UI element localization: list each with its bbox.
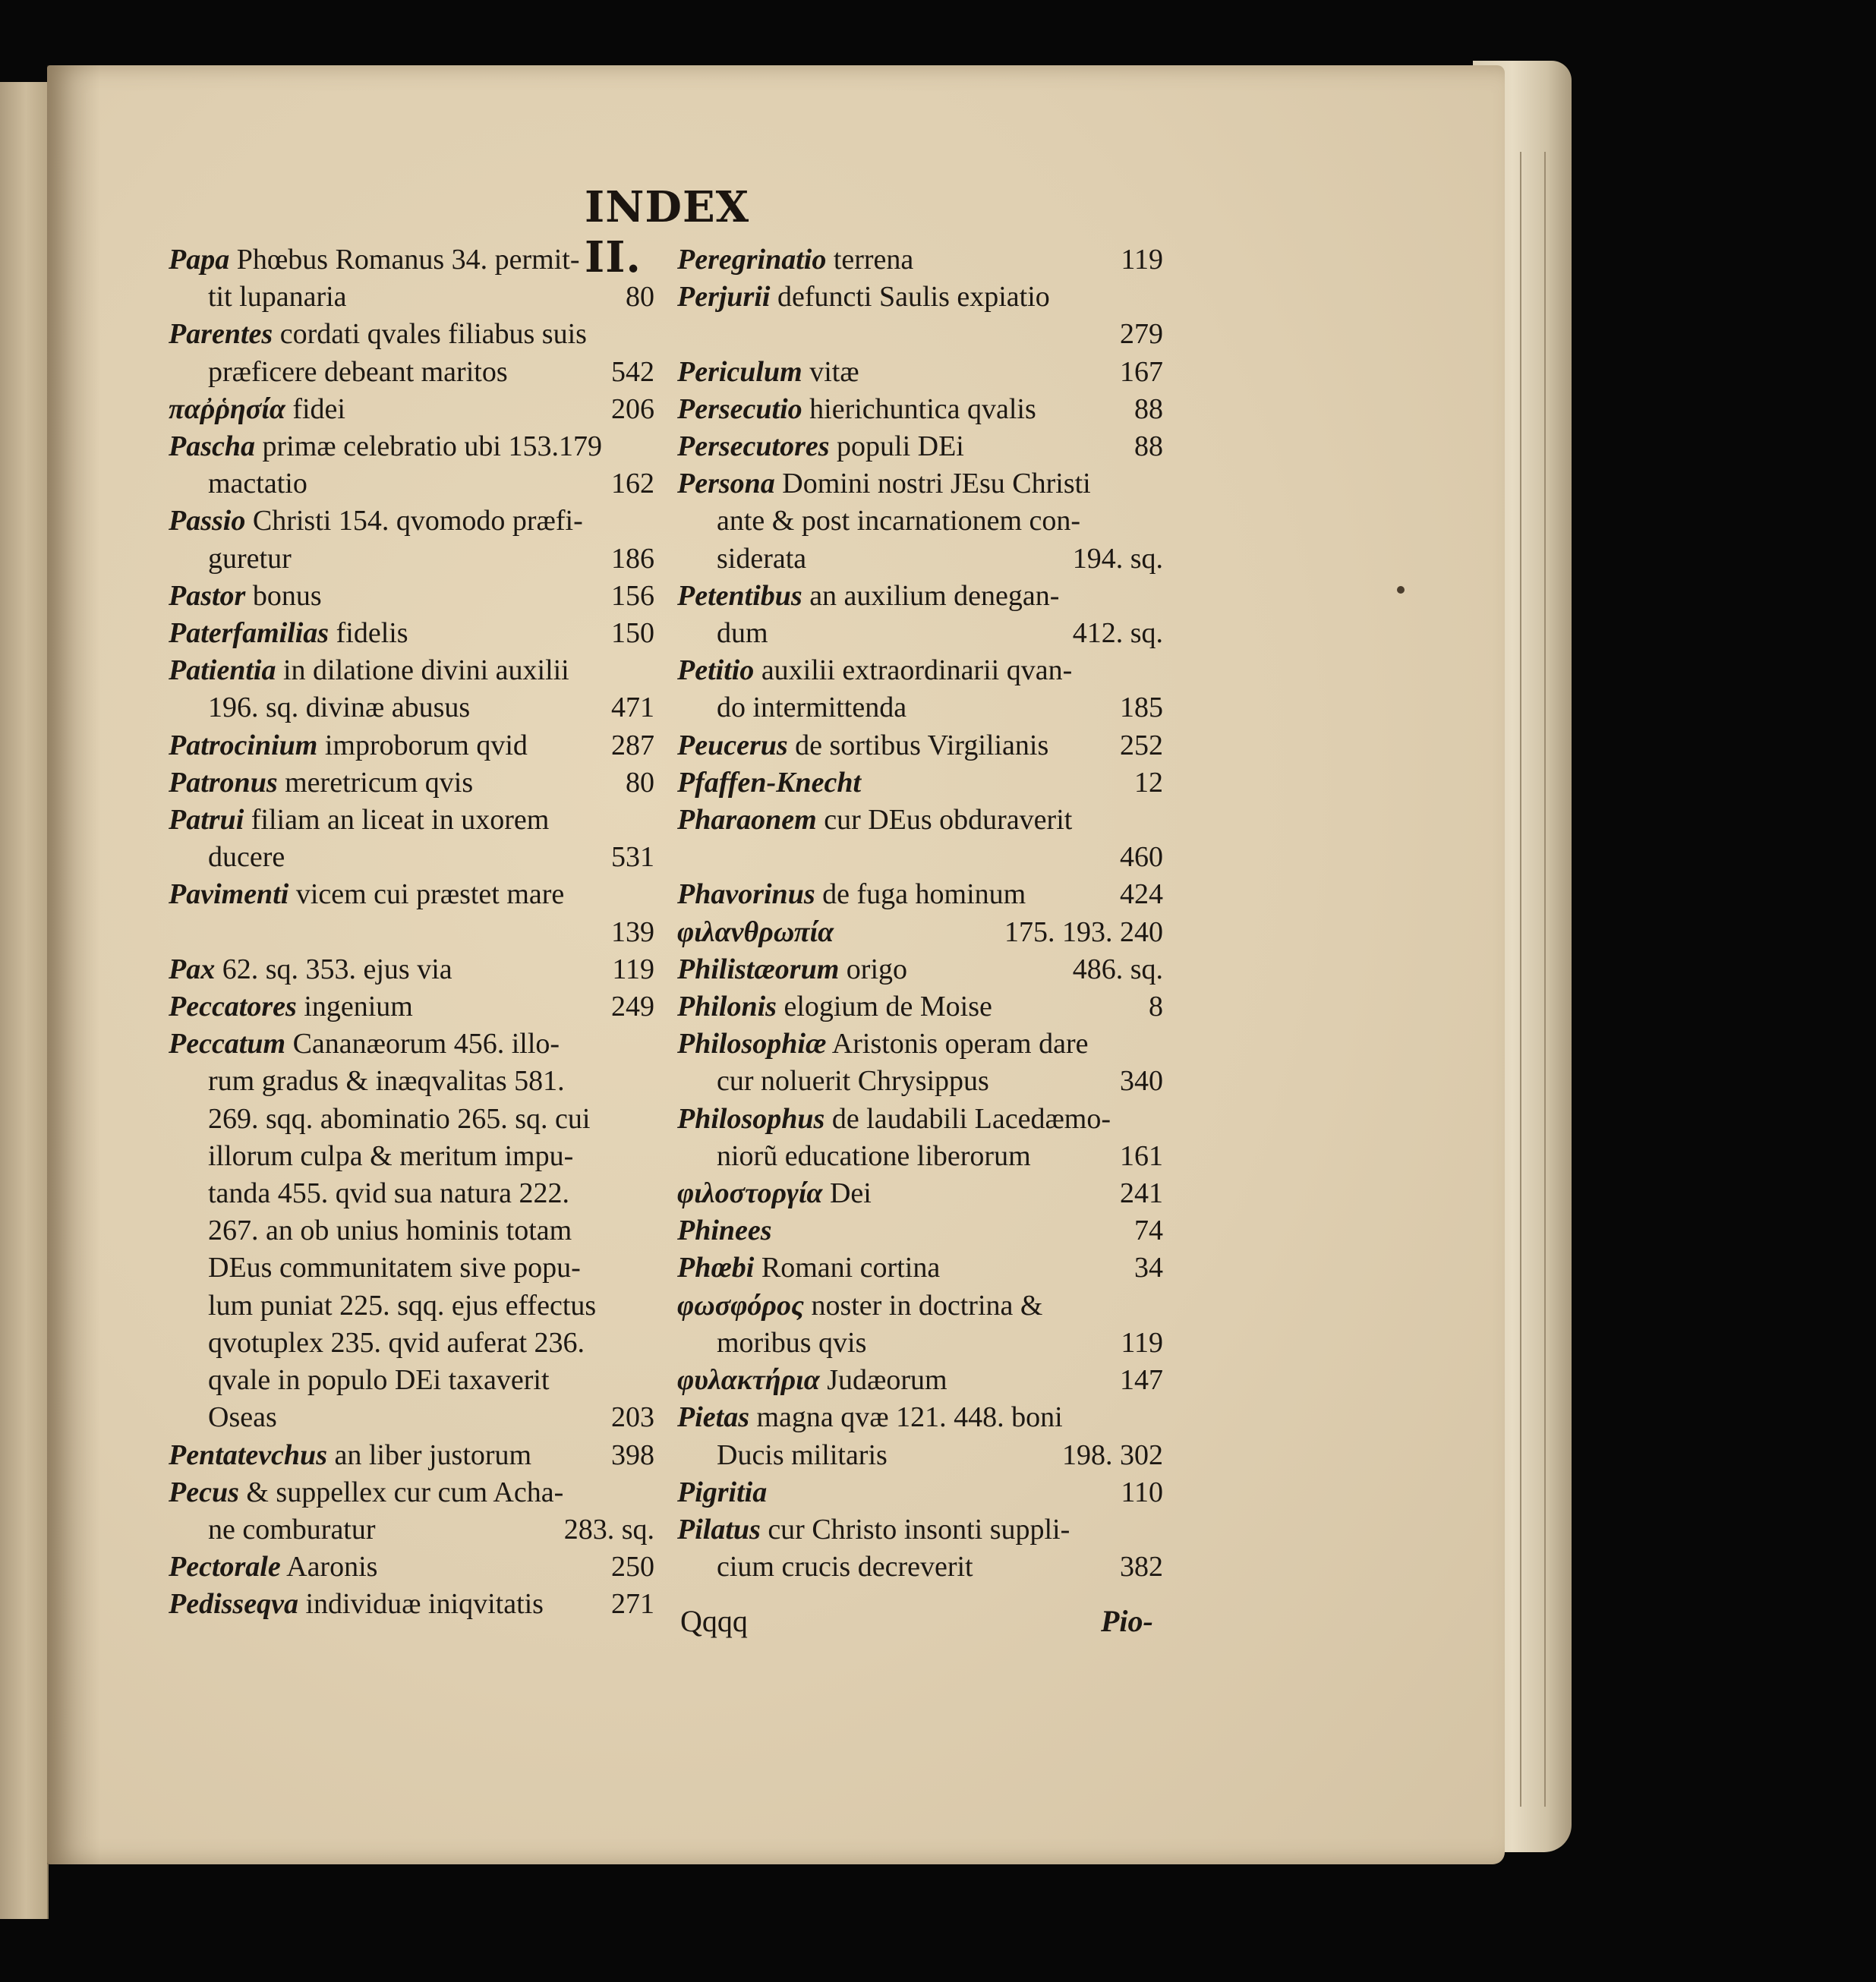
index-entry <box>169 1474 654 1511</box>
entry-text: an liber justorum <box>334 1438 532 1471</box>
index-entry <box>677 914 1163 951</box>
entry-text: Aaronis <box>286 1551 378 1583</box>
index-entry <box>677 503 1163 540</box>
entry-page-ref: 203 <box>611 1401 654 1434</box>
entry-text: cur noluerit Chrysippus <box>717 1065 989 1098</box>
entry-headword: Philistæorum <box>677 953 840 985</box>
entry-text: guretur <box>208 542 292 575</box>
index-entry <box>169 503 654 540</box>
entry-page-ref: 471 <box>611 692 654 724</box>
index-entry <box>677 764 1163 802</box>
entry-headword: Pfaffen-Knecht <box>677 766 862 799</box>
entry-page-ref: 194. sq. <box>1072 542 1163 575</box>
index-entry <box>169 615 654 652</box>
entry-headword: Petitio <box>677 654 755 687</box>
index-entry <box>169 988 654 1026</box>
index-entry <box>169 1138 654 1175</box>
entry-text: hierichuntica qvalis <box>809 392 1036 425</box>
entry-text: defuncti Saulis expiatio <box>777 281 1050 314</box>
index-entry <box>677 689 1163 726</box>
entry-text: Cananæorum 456. illo- <box>292 1028 560 1060</box>
entry-text: improborum qvid <box>324 729 528 761</box>
gutter-shadow <box>47 65 100 1864</box>
index-column-left <box>169 241 654 1624</box>
entry-page-ref: 8 <box>1149 991 1163 1023</box>
entry-text: 267. an ob unius hominis totam <box>208 1215 572 1247</box>
entry-text: de fuga hominum <box>822 878 1026 911</box>
entry-page-ref: 279 <box>1120 318 1163 351</box>
entry-text: Phœbus Romanus 34. permit- <box>236 244 580 276</box>
entry-page-ref: 412. sq. <box>1072 617 1163 650</box>
index-entry <box>169 241 654 279</box>
index-entry <box>169 689 654 726</box>
entry-text: filiam an liceat in uxorem <box>251 804 550 837</box>
entry-text: niorũ educatione liberorum <box>717 1139 1031 1172</box>
catchword: Pio- <box>1101 1604 1153 1638</box>
entry-text: moribus qvis <box>717 1326 867 1359</box>
index-entry <box>677 1212 1163 1249</box>
entry-text: cur Christo insonti suppli- <box>768 1513 1070 1546</box>
entry-text: 269. sqq. abominatio 265. sq. cui <box>208 1102 591 1135</box>
entry-text: cium crucis decreverit <box>717 1551 973 1583</box>
index-entry <box>677 615 1163 652</box>
entry-page-ref: 88 <box>1134 392 1163 425</box>
entry-page-ref: 147 <box>1120 1364 1163 1397</box>
index-entry <box>677 988 1163 1026</box>
entry-page-ref: 175. 193. 240 <box>1004 915 1163 948</box>
entry-text: vicem cui præstet mare <box>295 878 565 911</box>
entry-text: de laudabili Lacedæmo- <box>831 1102 1111 1135</box>
entry-text: qvotuplex 235. qvid auferat 236. <box>208 1326 585 1359</box>
entry-text: de sortibus Virgilianis <box>795 729 1049 761</box>
ink-speck <box>1397 586 1405 594</box>
entry-headword: Persecutores <box>677 430 830 463</box>
index-entry <box>677 652 1163 689</box>
index-entry <box>677 727 1163 764</box>
entry-page-ref: 542 <box>611 355 654 388</box>
index-entry <box>169 727 654 764</box>
entry-headword: Peccatum <box>169 1028 286 1060</box>
index-entry <box>169 1325 654 1362</box>
entry-headword: Peucerus <box>677 729 788 761</box>
entry-headword: φιλανθρωπία <box>677 915 834 948</box>
entry-text: ne comburatur <box>208 1513 376 1546</box>
entry-text: Christi 154. qvomodo præfi- <box>252 505 583 537</box>
running-head: INDEX II. <box>585 182 750 282</box>
entry-headword: Passio <box>169 505 246 537</box>
page-edge-line <box>1520 152 1521 1807</box>
entry-headword: Paterfamilias <box>169 617 329 650</box>
entry-headword: Phavorinus <box>677 878 815 911</box>
index-entry <box>677 1549 1163 1586</box>
entry-text: in dilatione divini auxilii <box>282 654 569 687</box>
entry-headword: Peregrinatio <box>677 244 827 276</box>
entry-headword: Pharaonem <box>677 804 817 837</box>
index-entry <box>169 652 654 689</box>
entry-headword: Persona <box>677 468 775 500</box>
index-entry <box>677 428 1163 465</box>
entry-page-ref: 119 <box>612 953 654 985</box>
entry-page-ref: 241 <box>1120 1177 1163 1210</box>
index-entry <box>677 839 1163 876</box>
entry-page-ref: 80 <box>626 281 654 314</box>
entry-page-ref: 382 <box>1120 1551 1163 1583</box>
entry-page-ref: 206 <box>611 392 654 425</box>
index-entry <box>677 1362 1163 1399</box>
index-entry <box>169 391 654 428</box>
entry-text: dum <box>717 617 768 650</box>
entry-headword: Peccatores <box>169 991 297 1023</box>
entry-headword: Persecutio <box>677 392 802 425</box>
index-entry <box>169 1175 654 1212</box>
entry-headword: Periculum <box>677 355 802 388</box>
entry-page-ref: 156 <box>611 579 654 612</box>
entry-headword: Petentibus <box>677 579 802 612</box>
entry-page-ref: 198. 302 <box>1062 1438 1163 1471</box>
entry-text: Judæorum <box>827 1364 947 1397</box>
index-entry <box>169 764 654 802</box>
entry-text: fidelis <box>336 617 408 650</box>
entry-text: qvale in populo DEi taxaverit <box>208 1364 550 1397</box>
signature-mark: Qqqq <box>680 1604 748 1638</box>
entry-text: rum gradus & inæqvalitas 581. <box>208 1065 565 1098</box>
entry-text: Romani cortina <box>761 1252 941 1284</box>
entry-page-ref: 531 <box>611 841 654 874</box>
index-column-right <box>677 241 1163 1586</box>
entry-text: cordati qvales filiabus suis <box>279 318 587 351</box>
entry-text: elogium de Moise <box>784 991 992 1023</box>
entry-text: Domini nostri JEsu Christi <box>782 468 1091 500</box>
entry-text: ingenium <box>304 991 413 1023</box>
entry-page-ref: 119 <box>1121 244 1163 276</box>
entry-text: auxilii extraordinarii qvan- <box>761 654 1073 687</box>
entry-text: DEus communitatem sive popu- <box>208 1252 581 1284</box>
index-entry <box>677 391 1163 428</box>
index-entry <box>677 354 1163 391</box>
entry-page-ref: 283. sq. <box>563 1513 654 1546</box>
index-entry <box>677 1325 1163 1362</box>
entry-page-ref: 287 <box>611 729 654 761</box>
entry-headword: φιλοστοργία <box>677 1177 823 1210</box>
entry-text: an auxilium denegan- <box>809 579 1060 612</box>
entry-text: fidei <box>292 392 345 425</box>
entry-page-ref: 150 <box>611 617 654 650</box>
entry-text: magna qvæ 121. 448. boni <box>756 1401 1063 1434</box>
index-entry <box>169 279 654 316</box>
entry-page-ref: 80 <box>626 766 654 799</box>
entry-headword: Perjurii <box>677 281 771 314</box>
index-entry <box>677 1175 1163 1212</box>
entry-page-ref: 12 <box>1134 766 1163 799</box>
entry-page-ref: 486. sq. <box>1072 953 1163 985</box>
index-entry <box>677 578 1163 615</box>
entry-headword: Pavimenti <box>169 878 289 911</box>
entry-headword: Phinees <box>677 1215 772 1247</box>
index-entry <box>169 1101 654 1138</box>
index-entry <box>677 802 1163 839</box>
entry-page-ref: 162 <box>611 468 654 500</box>
entry-page-ref: 74 <box>1134 1215 1163 1247</box>
entry-text: cur DEus obduraverit <box>824 804 1073 837</box>
index-entry <box>169 1511 654 1549</box>
entry-text: ante & post incarnationem con- <box>717 505 1081 537</box>
index-entry <box>677 1287 1163 1325</box>
index-entry <box>677 1437 1163 1474</box>
entry-page-ref: 88 <box>1134 430 1163 463</box>
entry-headword: Pectorale <box>169 1551 281 1583</box>
entry-text: mactatio <box>208 468 307 500</box>
index-entry <box>169 951 654 988</box>
index-entry <box>169 876 654 913</box>
entry-page-ref: 110 <box>1121 1476 1163 1508</box>
entry-page-ref: 34 <box>1134 1252 1163 1284</box>
index-entry <box>169 1212 654 1249</box>
index-entry <box>169 1549 654 1586</box>
entry-headword: Philosophus <box>677 1102 825 1135</box>
entry-headword: Philosophiæ <box>677 1028 827 1060</box>
entry-text: 196. sq. divinæ abusus <box>208 692 471 724</box>
entry-page-ref: 139 <box>611 915 654 948</box>
index-entry <box>169 1249 654 1287</box>
entry-text: bonus <box>252 579 322 612</box>
facing-page-edge <box>0 82 49 1919</box>
index-entry <box>169 1399 654 1436</box>
index-entry <box>169 1026 654 1063</box>
entry-headword: Pastor <box>169 579 246 612</box>
entry-headword: Phœbi <box>677 1252 755 1284</box>
entry-text: tanda 455. qvid sua natura 222. <box>208 1177 569 1210</box>
entry-page-ref: 271 <box>611 1588 654 1621</box>
entry-text: ducere <box>208 841 285 874</box>
page-edge-line <box>1544 152 1546 1807</box>
entry-page-ref: 250 <box>611 1551 654 1583</box>
index-entry <box>169 1287 654 1325</box>
index-entry <box>169 465 654 503</box>
entry-headword: Pecus <box>169 1476 239 1508</box>
entry-page-ref: 119 <box>1121 1326 1163 1359</box>
index-entry <box>677 1399 1163 1436</box>
entry-text: Dei <box>829 1177 872 1210</box>
entry-page-ref: 161 <box>1120 1139 1163 1172</box>
index-entry <box>169 540 654 578</box>
entry-text: do intermittenda <box>717 692 907 724</box>
entry-text: origo <box>846 953 908 985</box>
entry-headword: Parentes <box>169 318 273 351</box>
entry-headword: παῤῥησία <box>169 392 285 425</box>
entry-text: lum puniat 225. sqq. ejus effectus <box>208 1289 597 1322</box>
entry-headword: Pedisseqva <box>169 1588 298 1621</box>
index-entry <box>677 241 1163 279</box>
index-entry <box>169 1437 654 1474</box>
entry-headword: φωσφόρος <box>677 1289 804 1322</box>
entry-text: & suppellex cur cum Acha- <box>246 1476 564 1508</box>
entry-headword: Pascha <box>169 430 255 463</box>
index-entry <box>169 354 654 391</box>
index-entry <box>169 1063 654 1100</box>
index-entry <box>169 914 654 951</box>
index-entry <box>677 1026 1163 1063</box>
entry-page-ref: 252 <box>1120 729 1163 761</box>
index-entry <box>169 802 654 839</box>
entry-page-ref: 167 <box>1120 355 1163 388</box>
entry-text: tit lupanaria <box>208 281 347 314</box>
index-entry <box>677 1063 1163 1100</box>
entry-headword: Philonis <box>677 991 777 1023</box>
entry-headword: Pigritia <box>677 1476 768 1508</box>
index-entry <box>169 428 654 465</box>
index-entry <box>677 951 1163 988</box>
entry-text: 62. sq. 353. ejus via <box>222 953 452 985</box>
index-entry <box>677 1101 1163 1138</box>
entry-headword: Pietas <box>677 1401 749 1434</box>
index-entry <box>677 1249 1163 1287</box>
index-entry <box>677 279 1163 316</box>
index-entry <box>169 839 654 876</box>
entry-headword: φυλακτήρια <box>677 1364 820 1397</box>
entry-page-ref: 424 <box>1120 878 1163 911</box>
entry-text: siderata <box>717 542 807 575</box>
entry-text: populi DEi <box>837 430 964 463</box>
entry-page-ref: 186 <box>611 542 654 575</box>
index-entry <box>169 578 654 615</box>
index-entry <box>677 876 1163 913</box>
entry-page-ref: 340 <box>1120 1065 1163 1098</box>
entry-text: illorum culpa & meritum impu- <box>208 1139 574 1172</box>
entry-headword: Pax <box>169 953 216 985</box>
entry-headword: Patronus <box>169 766 278 799</box>
entry-headword: Patrocinium <box>169 729 318 761</box>
index-entry <box>677 1138 1163 1175</box>
entry-page-ref: 398 <box>611 1438 654 1471</box>
entry-text: noster in doctrina & <box>811 1289 1043 1322</box>
entry-text: vitæ <box>809 355 859 388</box>
entry-text: Ducis militaris <box>717 1438 888 1471</box>
index-entry <box>677 465 1163 503</box>
entry-headword: Pilatus <box>677 1513 761 1546</box>
entry-text: Oseas <box>208 1401 277 1434</box>
entry-headword: Papa <box>169 244 230 276</box>
entry-text: individuæ iniqvitatis <box>305 1588 544 1621</box>
entry-text: primæ celebratio ubi 153.179 <box>262 430 602 463</box>
entry-text: terrena <box>833 244 914 276</box>
entry-headword: Pentatevchus <box>169 1438 327 1471</box>
entry-text: præficere debeant maritos <box>208 355 508 388</box>
index-entry <box>677 316 1163 353</box>
entry-headword: Patientia <box>169 654 276 687</box>
index-entry <box>169 1586 654 1623</box>
index-entry <box>169 1362 654 1399</box>
entry-page-ref: 249 <box>611 991 654 1023</box>
entry-page-ref: 185 <box>1120 692 1163 724</box>
entry-headword: Patrui <box>169 804 244 837</box>
index-entry <box>677 540 1163 578</box>
index-entry <box>169 316 654 353</box>
index-entry <box>677 1474 1163 1511</box>
entry-text: Aristonis operam dare <box>831 1028 1089 1060</box>
index-entry <box>677 1511 1163 1549</box>
entry-page-ref: 460 <box>1120 841 1163 874</box>
entry-text: meretricum qvis <box>285 766 474 799</box>
